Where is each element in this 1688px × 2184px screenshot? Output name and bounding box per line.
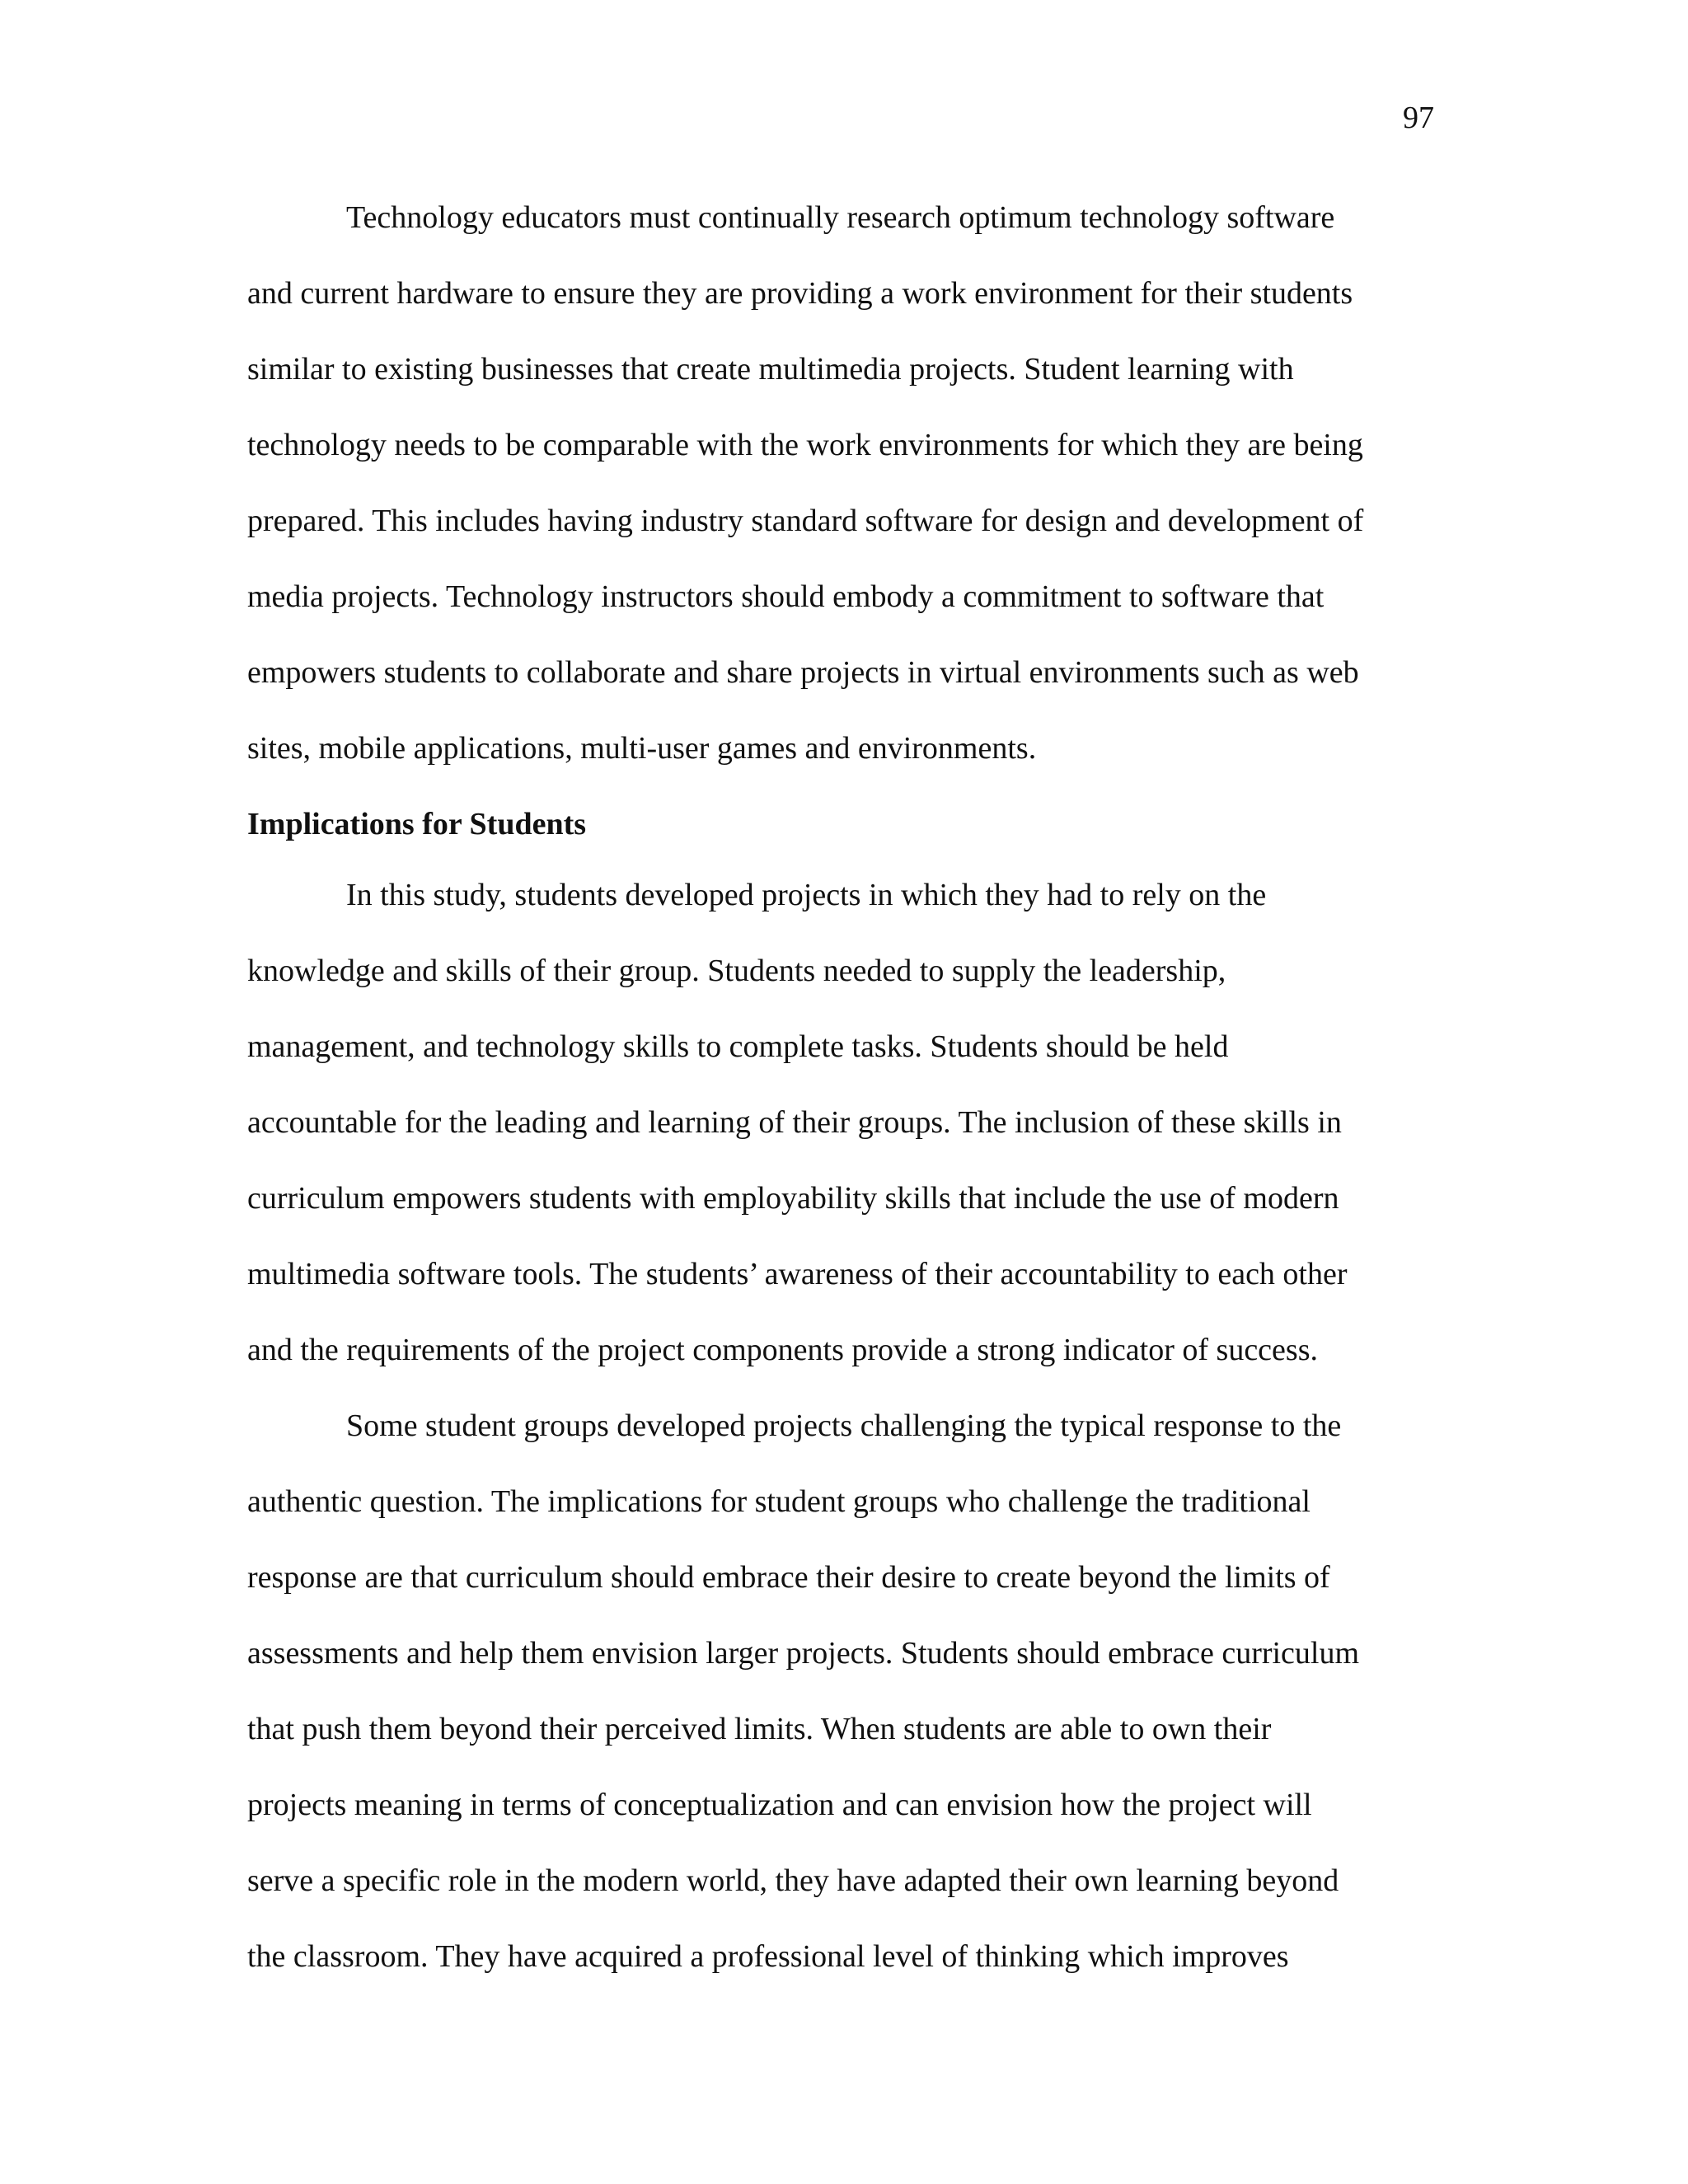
paragraph-line: prepared. This includes having industry standard software for design and development of bbox=[247, 504, 1364, 538]
paragraph-line: response are that curriculum should embrace their desire to create beyond the limits of bbox=[247, 1560, 1330, 1595]
paragraph-line: and the requirements of the project components provide a strong indicator of success. bbox=[247, 1333, 1318, 1367]
paragraph-line: and current hardware to ensure they are providing a work environment for their students bbox=[247, 276, 1353, 311]
page-number: 97 bbox=[1403, 101, 1434, 135]
paragraph-line: projects meaning in terms of conceptualization and can envision how the project will bbox=[247, 1788, 1312, 1822]
paragraph-line: multimedia software tools. The students’ awareness of their accountability to each other bbox=[247, 1257, 1348, 1291]
paragraph-line: sites, mobile applications, multi-user games and environments. bbox=[247, 731, 1037, 766]
section-heading: Implications for Students bbox=[247, 807, 587, 841]
paragraph-line: that push them beyond their perceived limits. When students are able to own their bbox=[247, 1712, 1272, 1746]
paragraph-line: knowledge and skills of their group. Students needed to supply the leadership, bbox=[247, 954, 1226, 988]
paragraph-line: Technology educators must continually research optimum technology software bbox=[346, 200, 1335, 235]
paragraph-line: accountable for the leading and learning of their groups. The inclusion of these skills in bbox=[247, 1105, 1342, 1140]
paragraph-line: the classroom. They have acquired a professional level of thinking which improves bbox=[247, 1939, 1289, 1974]
paragraph-line: empowers students to collaborate and share projects in virtual environments such as web bbox=[247, 655, 1359, 690]
paragraph-line: similar to existing businesses that create multimedia projects. Student learning with bbox=[247, 352, 1294, 387]
paragraph-line: technology needs to be comparable with the work environments for which they are being bbox=[247, 428, 1363, 462]
paragraph-line: In this study, students developed projects in which they had to rely on the bbox=[346, 878, 1267, 912]
page-body bbox=[247, 194, 1441, 2009]
paragraph-technology-educators bbox=[247, 194, 1441, 801]
paragraph-study-students bbox=[247, 872, 1441, 1403]
paragraph-line: authentic question. The implications for student groups who challenge the traditional bbox=[247, 1484, 1311, 1519]
paragraph-student-groups bbox=[247, 1403, 1441, 2009]
paragraph-line: serve a specific role in the modern world, they have adapted their own learning beyond bbox=[247, 1863, 1339, 1898]
paragraph-line: curriculum empowers students with employability skills that include the use of modern bbox=[247, 1181, 1339, 1216]
paragraph-line: management, and technology skills to complete tasks. Students should be held bbox=[247, 1029, 1229, 1064]
paragraph-line: Some student groups developed projects challenging the typical response to the bbox=[346, 1408, 1342, 1443]
paragraph-line: media projects. Technology instructors should embody a commitment to software that bbox=[247, 579, 1325, 614]
paragraph-line: assessments and help them envision larger projects. Students should embrace curriculum bbox=[247, 1636, 1360, 1671]
